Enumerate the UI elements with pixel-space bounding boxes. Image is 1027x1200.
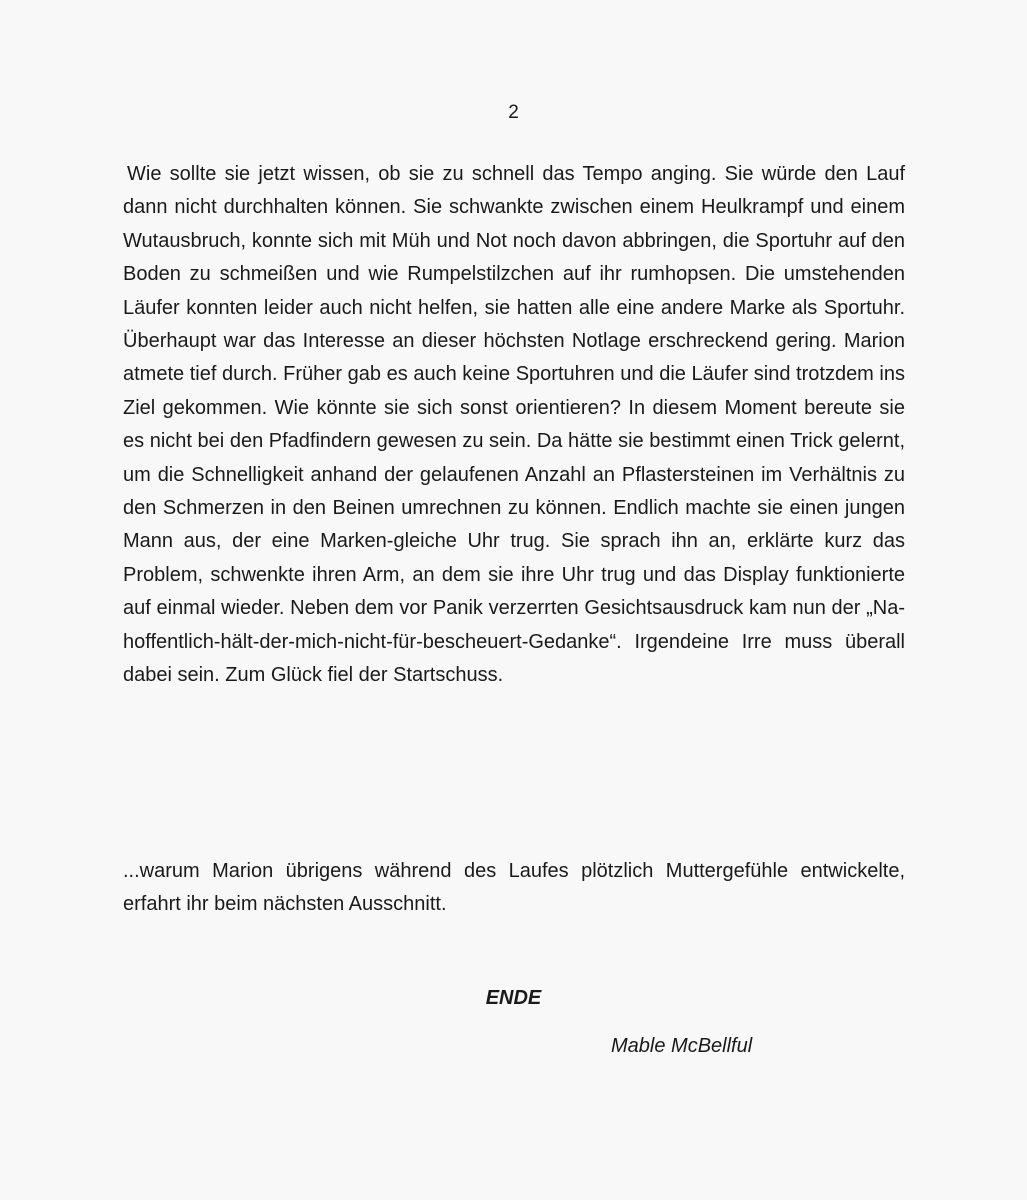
story-paragraph: Wie sollte sie jetzt wissen, ob sie zu schnell das Tempo anging. Sie würde den Lauf dann nicht durchhalten können. Sie schwankte zwischen einem Heulkrampf und einem Wutausbruch, konnte sich mit Müh und Not noch davon abbringen, die Sportuhr auf den Boden zu schmeißen und wie Rumpelstilzchen auf ihr rumhopsen. Die umstehenden Läufer konnten leider auch nicht helfen, sie hatten alle eine andere Marke als Sportuhr. Überhaupt war das Interesse an dieser höchsten Notlage erschreckend gering. Marion atmete tief durch. Früher gab es auch keine Sportuhren und die Läufer sind trotzdem ins Ziel gekommen. Wie könnte sie sich sonst orientieren? In diesem Moment bereute sie es nicht bei den Pfadfindern gewesen zu sein. Da hätte sie bestimmt einen Trick gelernt, um die Schnelligkeit anhand der gelaufenen Anzahl an Pflastersteinen im Verhältnis zu den Schmerzen in den Beinen umrechnen zu können. Endlich machte sie einen jungen Mann aus, der eine Marken-gleiche Uhr trug. Sie sprach ihn an, erklärte kurz das Problem, schwenkte ihren Arm, an dem sie ihre Uhr trug und das Display funktionierte auf einmal wieder. Neben dem vor Panik verzerrten Gesichtsausdruck kam nun der „Na-hoffentlich-hält-der-mich-nicht-für-bescheuert-Gedanke“. Irgendeine Irre muss überall dabei sein. Zum Glück fiel der Startschuss. <box>123 163 905 687</box>
ending-label: ENDE <box>485 987 542 1009</box>
page-number: 2 <box>508 102 519 123</box>
author-signature: Mable McBellful <box>611 1035 753 1057</box>
teaser-text: ...warum Marion übrigens während des Laufes plötzlich Muttergefühle entwickelte, erfahrt ihr beim nächsten Ausschnitt. <box>123 860 905 915</box>
